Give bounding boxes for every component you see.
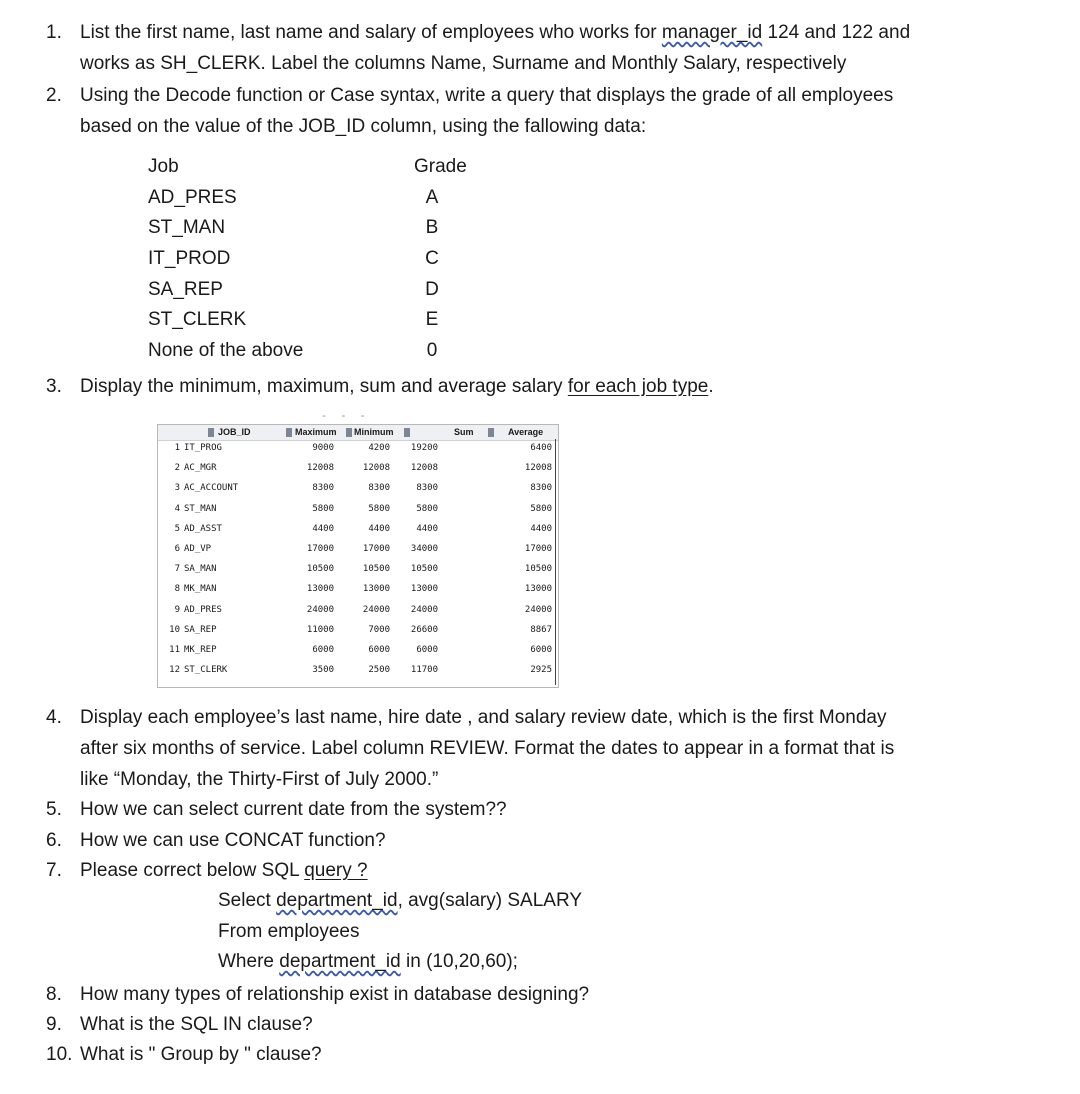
table-row bbox=[158, 541, 558, 559]
cell-max: 17000 bbox=[306, 544, 334, 554]
cell-n: 4 bbox=[174, 503, 180, 514]
cell-job: AD_PRES bbox=[184, 604, 222, 615]
question-number: 3. bbox=[46, 376, 62, 397]
grade-row bbox=[148, 248, 488, 278]
sql-text: From employees bbox=[218, 921, 360, 942]
cell-sum: 11700 bbox=[410, 665, 438, 676]
cell-avg: 13000 bbox=[524, 584, 552, 595]
cell-min: 10500 bbox=[362, 564, 390, 575]
cell-sum: 8300 bbox=[416, 483, 438, 494]
cell-max: 6000 bbox=[312, 645, 334, 655]
cell-n: 5 bbox=[174, 523, 180, 534]
cell-max: 9000 bbox=[312, 443, 334, 453]
question-number: 1. bbox=[46, 22, 62, 43]
cell-min: 4400 bbox=[368, 523, 390, 534]
table-row bbox=[158, 460, 558, 478]
cell-max: 4400 bbox=[312, 523, 334, 534]
cell-sum: 19200 bbox=[410, 443, 438, 453]
cell-sum: 13000 bbox=[410, 584, 438, 595]
grade-row bbox=[148, 279, 488, 309]
table-row bbox=[158, 581, 558, 599]
table-row bbox=[158, 662, 558, 680]
column-sort-icon bbox=[404, 428, 410, 437]
cell-max: 8300 bbox=[312, 483, 334, 494]
cell-job: SA_REP bbox=[184, 624, 217, 635]
cell-sum: 4400 bbox=[416, 523, 438, 534]
spellcheck-word: department_id bbox=[279, 951, 401, 972]
cell-n: 1 bbox=[174, 443, 180, 453]
grid-right-border bbox=[555, 439, 556, 685]
sql-text: Where department_id in (10,20,60); bbox=[218, 951, 518, 972]
grade-header: Grade bbox=[414, 156, 467, 177]
question-text-line: Please correct below SQL query ? bbox=[80, 860, 368, 881]
cell-min: 13000 bbox=[362, 584, 390, 595]
cell-min: 7000 bbox=[368, 624, 390, 635]
cell-max: 5800 bbox=[312, 503, 334, 514]
cell-job: SA_MAN bbox=[184, 564, 217, 575]
cell-job: AC_ACCOUNT bbox=[184, 483, 239, 494]
cell-n: 8 bbox=[174, 584, 180, 595]
cell-n: 6 bbox=[174, 544, 180, 554]
cell-job: AD_VP bbox=[184, 544, 212, 554]
grade-row bbox=[148, 217, 488, 247]
cell-avg: 2925 bbox=[530, 665, 552, 676]
cell-max: 11000 bbox=[306, 624, 334, 635]
cell-min: 2500 bbox=[368, 665, 390, 676]
question-number: 4. bbox=[46, 707, 62, 728]
cell-avg: 4400 bbox=[530, 523, 552, 534]
question-number: 8. bbox=[46, 984, 62, 1005]
cell-n: 3 bbox=[174, 483, 180, 494]
cell-avg: 8300 bbox=[530, 483, 552, 494]
cell-sum: 24000 bbox=[410, 604, 438, 615]
sql-text: Select department_id, avg(salary) SALARY bbox=[218, 890, 583, 911]
cell-job: AC_MGR bbox=[184, 463, 217, 474]
cell-job: MK_MAN bbox=[184, 584, 217, 595]
grade-cell: A bbox=[425, 187, 439, 208]
cell-min: 17000 bbox=[362, 544, 390, 554]
table-row bbox=[158, 501, 558, 519]
question-text-line: How we can use CONCAT function? bbox=[80, 830, 386, 851]
cell-max: 12008 bbox=[306, 463, 334, 474]
grade-row bbox=[148, 340, 488, 370]
cell-min: 4200 bbox=[368, 443, 390, 453]
column-sort-icon bbox=[208, 428, 214, 437]
cell-sum: 26600 bbox=[410, 624, 438, 635]
question-text-line: Display the minimum, maximum, sum and average salary for each job type. bbox=[80, 376, 714, 397]
underlined-phrase: query ? bbox=[304, 860, 368, 881]
cell-n: 12 bbox=[169, 665, 180, 676]
question-text-line: Display each employee’s last name, hire date , and salary review date, which is the first Monday bbox=[80, 707, 887, 728]
question-number: 2. bbox=[46, 85, 62, 106]
grade-cell: E bbox=[425, 309, 439, 330]
underlined-phrase: for each job type bbox=[567, 376, 709, 397]
question-text-line: like “Monday, the Thirty-First of July 2000.” bbox=[80, 769, 439, 790]
cell-max: 10500 bbox=[306, 564, 334, 575]
cell-sum: 6000 bbox=[416, 645, 438, 655]
cell-n: 2 bbox=[174, 463, 180, 474]
header-maximum: Maximum bbox=[295, 427, 337, 437]
cell-avg: 24000 bbox=[524, 604, 552, 615]
grade-table-header bbox=[148, 156, 488, 186]
table-row bbox=[158, 622, 558, 640]
header-job-id: JOB_ID bbox=[218, 427, 251, 437]
cell-n: 9 bbox=[174, 604, 180, 615]
result-grid-header bbox=[158, 425, 558, 441]
table-row bbox=[158, 440, 558, 458]
table-row bbox=[158, 480, 558, 498]
table-row bbox=[158, 602, 558, 620]
job-cell: ST_CLERK bbox=[148, 309, 247, 330]
grade-cell: C bbox=[425, 248, 439, 269]
cell-min: 8300 bbox=[368, 483, 390, 494]
cell-avg: 5800 bbox=[530, 503, 552, 514]
cell-job: ST_MAN bbox=[184, 503, 217, 514]
question-text-line: How many types of relationship exist in database designing? bbox=[80, 984, 590, 1005]
cell-avg: 10500 bbox=[524, 564, 552, 575]
cell-sum: 5800 bbox=[416, 503, 438, 514]
grade-cell: 0 bbox=[426, 340, 438, 361]
job-cell: ST_MAN bbox=[148, 217, 226, 238]
cell-avg: 6000 bbox=[530, 645, 552, 655]
cell-max: 13000 bbox=[306, 584, 334, 595]
job-header: Job bbox=[148, 156, 179, 177]
cell-max: 24000 bbox=[306, 604, 334, 615]
column-sort-icon bbox=[286, 428, 292, 437]
column-sort-icon bbox=[488, 428, 494, 437]
question-text-line: What is " Group by " clause? bbox=[80, 1044, 322, 1065]
cell-min: 5800 bbox=[368, 503, 390, 514]
cell-avg: 12008 bbox=[524, 463, 552, 474]
job-cell: AD_PRES bbox=[148, 187, 237, 208]
cell-avg: 17000 bbox=[524, 544, 552, 554]
cell-sum: 12008 bbox=[410, 463, 438, 474]
spellcheck-word: department_id bbox=[276, 890, 398, 911]
question-number: 5. bbox=[46, 799, 62, 820]
cell-job: ST_CLERK bbox=[184, 665, 228, 676]
question-text-line: after six months of service. Label column REVIEW. Format the dates to appear in a format that is bbox=[80, 738, 895, 759]
header-sum: Sum bbox=[454, 427, 474, 437]
grade-cell: B bbox=[425, 217, 439, 238]
question-number: 6. bbox=[46, 830, 62, 851]
question-text-line: List the first name, last name and salary of employees who works for manager_id 124 and 122 and bbox=[80, 22, 911, 43]
table-row bbox=[158, 521, 558, 539]
job-cell: IT_PROD bbox=[148, 248, 231, 269]
question-number: 7. bbox=[46, 860, 62, 881]
cell-sum: 10500 bbox=[410, 564, 438, 575]
question-text-line: Using the Decode function or Case syntax, write a query that displays the grade of all employees bbox=[80, 85, 894, 106]
question-text-line: How we can select current date from the system?? bbox=[80, 799, 507, 820]
question-text-line: based on the value of the JOB_ID column, using the fallowing data: bbox=[80, 116, 647, 137]
grade-row bbox=[148, 309, 488, 339]
cell-n: 7 bbox=[174, 564, 180, 575]
grade-cell: D bbox=[425, 279, 439, 300]
grade-row bbox=[148, 187, 488, 217]
header-average: Average bbox=[508, 427, 544, 437]
column-sort-icon bbox=[346, 428, 352, 437]
question-text-line: works as SH_CLERK. Label the columns Name, Surname and Monthly Salary, respectively bbox=[80, 53, 847, 74]
cell-min: 6000 bbox=[368, 645, 390, 655]
job-cell: SA_REP bbox=[148, 279, 223, 300]
cell-avg: 8867 bbox=[530, 624, 552, 635]
question-text-line: What is the SQL IN clause? bbox=[80, 1014, 313, 1035]
cell-job: MK_REP bbox=[184, 645, 217, 655]
cell-job: AD_ASST bbox=[184, 523, 222, 534]
cell-avg: 6400 bbox=[530, 443, 552, 453]
decorative-dashes: - - - bbox=[322, 408, 371, 422]
job-cell: None of the above bbox=[148, 340, 304, 361]
question-number: 10. bbox=[46, 1044, 73, 1065]
table-row bbox=[158, 561, 558, 579]
cell-min: 12008 bbox=[362, 463, 390, 474]
header-minimum: Minimum bbox=[354, 427, 394, 437]
cell-n: 10 bbox=[169, 624, 180, 635]
cell-sum: 34000 bbox=[410, 544, 438, 554]
cell-max: 3500 bbox=[312, 665, 334, 676]
query-result-grid bbox=[157, 424, 559, 688]
spellcheck-word: manager_id bbox=[661, 22, 763, 43]
cell-n: 11 bbox=[169, 645, 180, 655]
question-number: 9. bbox=[46, 1014, 62, 1035]
table-row bbox=[158, 642, 558, 660]
cell-job: IT_PROG bbox=[184, 443, 222, 453]
cell-min: 24000 bbox=[362, 604, 390, 615]
